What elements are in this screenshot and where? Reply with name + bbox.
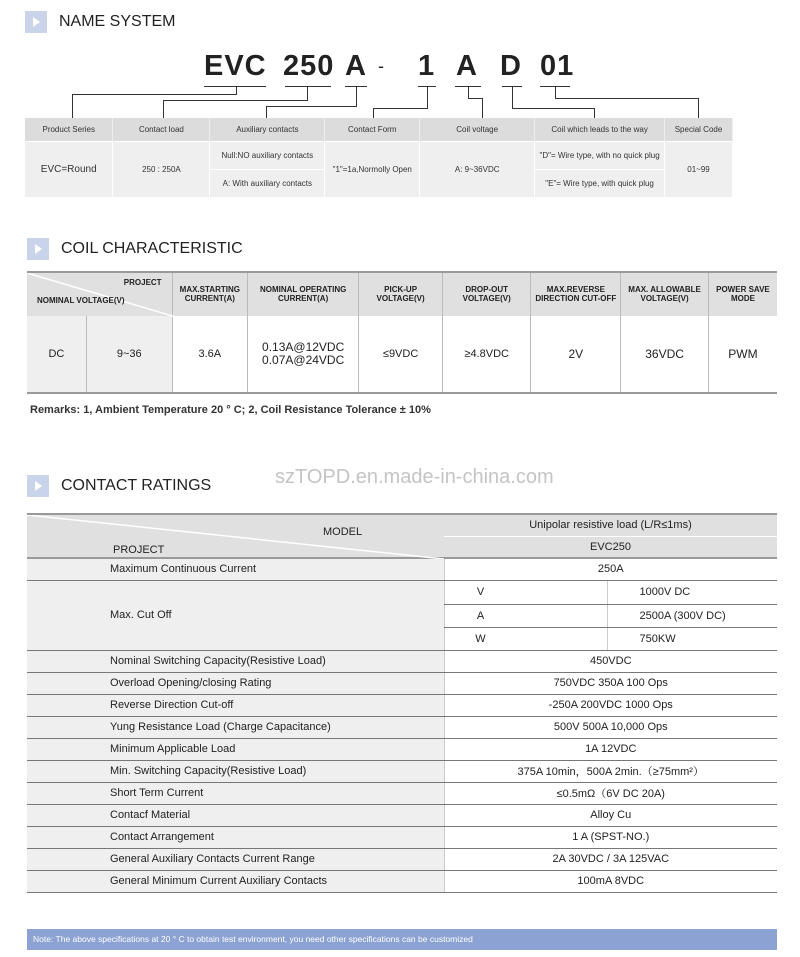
row-value: ≤0.5mΩ（6V DC 20A) [444, 782, 777, 804]
row-value: 1A 12VDC [444, 738, 777, 760]
code-aux: A [345, 50, 367, 82]
section-title: NAME SYSTEM [59, 13, 176, 30]
table-row [27, 672, 777, 694]
header-product-series: Product Series [25, 118, 113, 141]
row-label: Nominal Switching Capacity(Resistive Load) [27, 650, 444, 672]
name-system-heading [25, 11, 175, 33]
contact-table [27, 513, 777, 893]
arrow-icon [25, 11, 47, 33]
row-value: 750VDC 350A 100 Ops [444, 672, 777, 694]
section-title: CONTACT RATINGS [61, 477, 212, 494]
table-row [27, 782, 777, 804]
contact-form: "1"=1a,Normolly Open [325, 141, 420, 197]
row-value: 1 A (SPST-NO.) [444, 826, 777, 848]
row-value: 250A [444, 558, 777, 580]
code-coil: A [456, 50, 478, 82]
header-operating-current: NOMINAL OPERATING CURRENT(A) [248, 272, 359, 316]
section-title: COIL CHARACTERISTIC [61, 240, 243, 257]
reverse-cutoff: 2V [531, 316, 621, 393]
header-dropout: DROP-OUT VOLTAGE(V) [442, 272, 531, 316]
load-type: Unipolar resistive load (L/R≤1ms) [444, 514, 777, 536]
name-system-table [25, 118, 733, 197]
nominal-voltage-label: NOMINAL VOLTAGE(V) [37, 296, 125, 306]
row-label: Reverse Direction Cut-off [27, 694, 444, 716]
header-coil-voltage: Coil voltage [420, 118, 535, 141]
model-name: EVC250 [444, 536, 777, 558]
project-label: PROJECT [123, 278, 162, 287]
header-reverse-cutoff: MAX.REVERSE DIRECTION CUT-OFF [531, 272, 621, 316]
arrow-icon [27, 475, 49, 497]
row-value: -250A 200VDC 1000 Ops [444, 694, 777, 716]
starting-current: 3.6A [172, 316, 247, 393]
product-series: EVC=Round [25, 141, 113, 197]
code-dash: - [378, 56, 385, 76]
arrow-icon [27, 238, 49, 260]
cutoff-value: 1000V DC [607, 580, 777, 604]
coil-remarks: Remarks: 1, Ambient Temperature 20 ° C; 2, Coil Resistance Tolerance ± 10% [30, 404, 431, 416]
table-row [27, 760, 777, 782]
voltage-range: 9~36 [86, 316, 172, 393]
coil-table [27, 271, 777, 394]
coil-heading [27, 238, 243, 260]
model-label: MODEL [323, 526, 363, 538]
row-label: Overload Opening/closing Rating [27, 672, 444, 694]
row-label: Yung Resistance Load (Charge Capacitance) [27, 716, 444, 738]
contact-heading [27, 475, 211, 497]
code-special: 01 [540, 50, 575, 82]
operating-current: 0.13A@12VDC 0.07A@24VDC [248, 316, 359, 393]
table-row [27, 580, 777, 604]
table-row [27, 716, 777, 738]
row-value: 2A 30VDC / 3A 125VAC [444, 848, 777, 870]
row-label: Short Term Current [27, 782, 444, 804]
aux-null: Null:NO auxiliary contacts [210, 141, 325, 169]
lead-d: "D"= Wire type, with no quick plug [535, 141, 665, 169]
special-code: 01~99 [665, 141, 733, 197]
row-label: Contact Arrangement [27, 826, 444, 848]
header-leads: Coil which leads to the way [535, 118, 665, 141]
cutoff-unit: A [444, 604, 607, 627]
table-row [27, 558, 777, 580]
row-value: 100mA 8VDC [444, 870, 777, 892]
header-contact-form: Contact Form [325, 118, 420, 141]
row-label: Max. Cut Off [27, 580, 444, 650]
row-label: Min. Switching Capacity(Resistive Load) [27, 760, 444, 782]
row-label: General Minimum Current Auxiliary Contacts [27, 870, 444, 892]
code-load: 250 [283, 50, 335, 82]
cutoff-unit: V [444, 580, 607, 604]
table-row [27, 848, 777, 870]
contact-load: 250 : 250A [113, 141, 210, 197]
header-pickup: PICK-UP VOLTAGE(V) [359, 272, 443, 316]
table-row [27, 738, 777, 760]
header-special-code: Special Code [665, 118, 733, 141]
table-row [27, 826, 777, 848]
header-aux: Auxiliary contacts [210, 118, 325, 141]
project-label: PROJECT [113, 544, 165, 556]
row-value: Alloy Cu [444, 804, 777, 826]
aux-a: A: With auxiliary contacts [210, 169, 325, 197]
code-series: EVC [204, 50, 267, 82]
power-save: PWM [708, 316, 777, 393]
row-value: 500V 500A 10,000 Ops [444, 716, 777, 738]
cutoff-unit: W [444, 627, 607, 650]
lead-e: "E"= Wire type, with quick plug [535, 169, 665, 197]
table-row [27, 650, 777, 672]
table-row [27, 694, 777, 716]
table-row [27, 870, 777, 892]
row-value: 450VDC [444, 650, 777, 672]
code-form: 1 [418, 50, 436, 82]
watermark: szTOPD.en.made-in-china.com [275, 466, 554, 488]
row-label: Minimum Applicable Load [27, 738, 444, 760]
table-row [27, 804, 777, 826]
row-label: General Auxiliary Contacts Current Range [27, 848, 444, 870]
cutoff-value: 2500A (300V DC) [607, 604, 777, 627]
coil-voltage: A: 9~36VDC [420, 141, 535, 197]
footer-note: Note: The above specifications at 20 ° C to obtain test environment, you need other specifications can be customized [27, 929, 777, 950]
pickup-voltage: ≤9VDC [359, 316, 443, 393]
cutoff-value: 750KW [607, 627, 777, 650]
row-value: 375A 10min，500A 2min.（≥75mm²） [444, 760, 777, 782]
max-voltage: 36VDC [621, 316, 709, 393]
voltage-type: DC [27, 316, 86, 393]
row-label: Maximum Continuous Current [27, 558, 444, 580]
header-project-voltage [27, 272, 172, 316]
header-starting-current: MAX.STARTING CURRENT(A) [172, 272, 247, 316]
header-max-voltage: MAX. ALLOWABLE VOLTAGE(V) [621, 272, 709, 316]
header-model-project [27, 514, 444, 558]
header-contact-load: Contact load [113, 118, 210, 141]
code-lead: D [500, 50, 522, 82]
header-power-save: POWER SAVE MODE [708, 272, 777, 316]
dropout-voltage: ≥4.8VDC [442, 316, 531, 393]
row-label: Contacf Material [27, 804, 444, 826]
